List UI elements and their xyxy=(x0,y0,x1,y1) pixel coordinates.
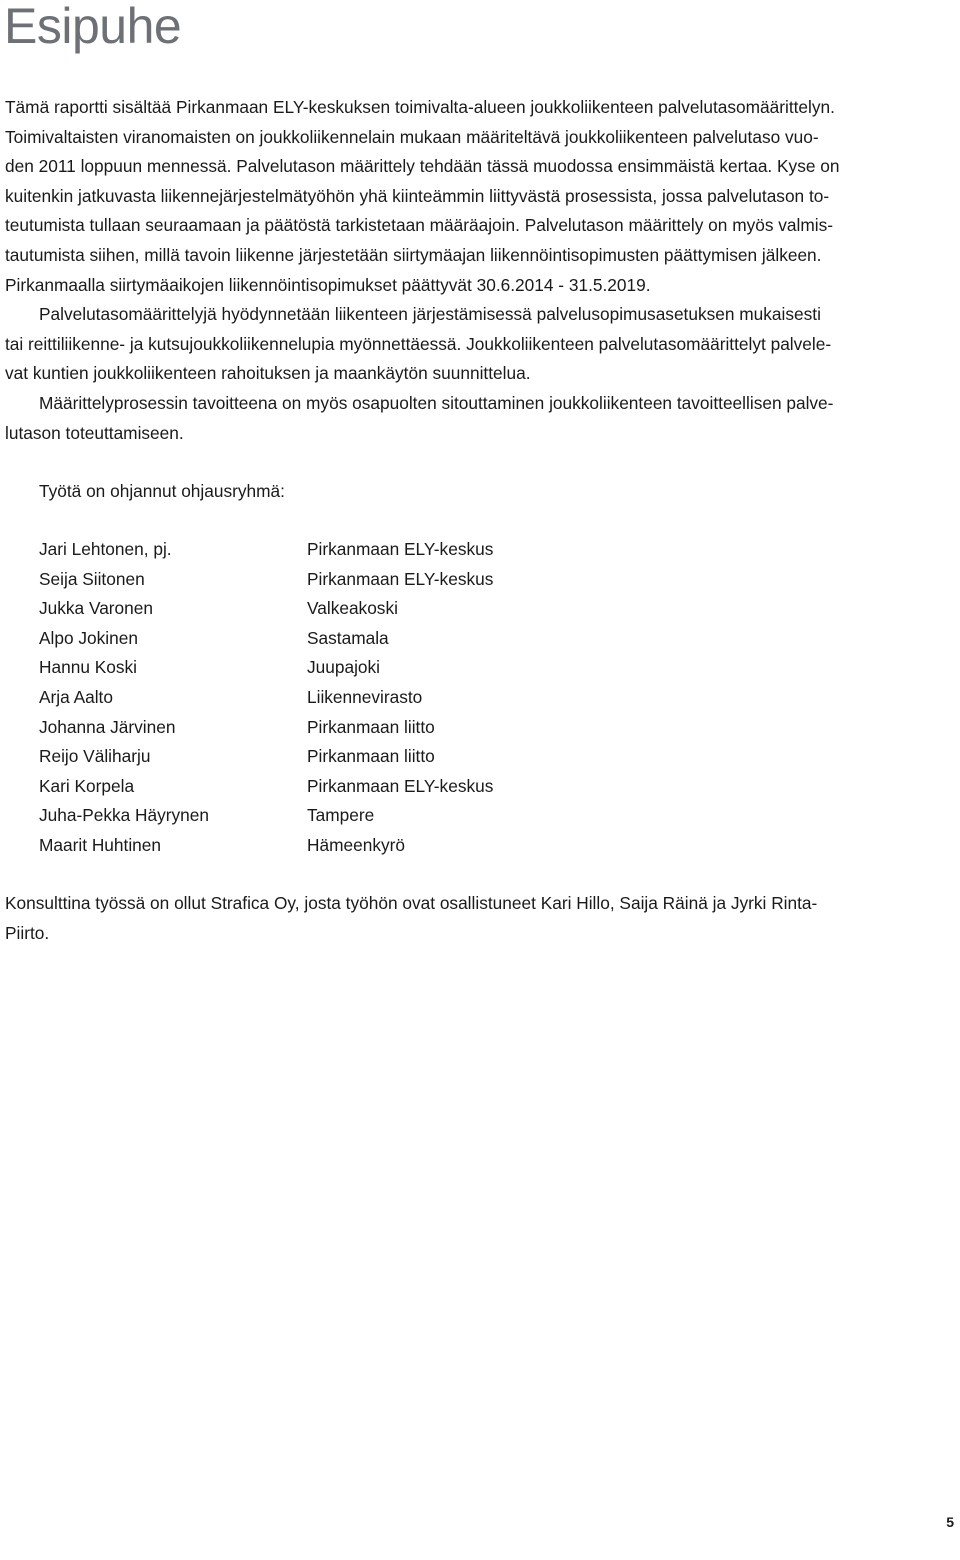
member-row xyxy=(39,594,599,624)
member-organization: Tampere xyxy=(307,805,375,826)
member-name: Hannu Koski xyxy=(39,657,137,678)
member-row xyxy=(39,713,599,743)
member-name: Jukka Varonen xyxy=(39,598,153,619)
body-text xyxy=(5,93,960,448)
paragraph-2 xyxy=(5,300,960,389)
text-line: vat kuntien joukkoliikenteen rahoituksen ja maankäytön suunnittelua. xyxy=(5,363,531,384)
member-row xyxy=(39,624,599,654)
text-line: teutumista tullaan seuraamaan ja päätöstä tarkistetaan määräajoin. Palvelutason määrittely on myös valmis- xyxy=(5,215,833,236)
member-organization: Pirkanmaan liitto xyxy=(307,716,435,737)
member-organization: Sastamala xyxy=(307,627,389,648)
member-name: Maarit Huhtinen xyxy=(39,834,161,855)
consultant-paragraph xyxy=(5,889,960,948)
member-name: Juha-Pekka Häyrynen xyxy=(39,805,210,826)
text-line: Piirto. xyxy=(5,922,50,943)
member-row xyxy=(39,683,599,713)
steering-group-list xyxy=(39,535,599,861)
text-line: Palvelutasomäärittelyjä hyödynnetään liikenteen järjestämisessä palvelusopimusasetuksen mukaisesti xyxy=(39,304,821,325)
member-organization: Hämeenkyrö xyxy=(307,834,405,855)
text-line: tai reittiliikenne- ja kutsujoukkoliikennelupia myönnettäessä. Joukkoliikenteen palvelutasomäärittelyt palvele- xyxy=(5,333,832,354)
text-line: lutason toteuttamiseen. xyxy=(5,422,184,443)
member-row xyxy=(39,535,599,565)
member-name: Alpo Jokinen xyxy=(39,627,138,648)
text-line: Pirkanmaalla siirtymäaikojen liikennöintisopimukset päättyvät 30.6.2014 - 31.5.2019. xyxy=(5,274,651,295)
member-name: Jari Lehtonen, pj. xyxy=(39,539,172,559)
member-name: Arja Aalto xyxy=(39,686,113,707)
text-line: Tämä raportti sisältää Pirkanmaan ELY-keskuksen toimivalta-alueen joukkoliikenteen palvelutasomäärittelyn. xyxy=(5,97,835,117)
member-name: Kari Korpela xyxy=(39,775,135,796)
member-name: Reijo Väliharju xyxy=(39,746,151,767)
member-organization: Pirkanmaan ELY-keskus xyxy=(307,775,494,796)
text-line: tautumista siihen, millä tavoin liikenne järjestetään siirtymäajan liikennöintisopimusten päättymisen jälkeen. xyxy=(5,244,822,265)
member-organization: Juupajoki xyxy=(307,657,381,678)
member-name: Johanna Järvinen xyxy=(39,716,176,737)
page-number: 5 xyxy=(946,1514,954,1530)
text-line: kuitenkin jatkuvasta liikennejärjestelmätyöhön yhä kiinteämmin liittyvästä prosessista, jossa palvelutason to- xyxy=(5,185,830,206)
text-line: Konsulttina työssä on ollut Strafica Oy, josta työhön ovat osallistuneet Kari Hillo, Saija Räinä ja Jyrki Rinta- xyxy=(5,893,818,913)
member-row xyxy=(39,772,599,802)
steering-group-intro: Työtä on ohjannut ohjausryhmä: xyxy=(39,481,285,501)
member-row xyxy=(39,801,599,831)
member-organization: Pirkanmaan liitto xyxy=(307,746,435,767)
text-line: Määrittelyprosessin tavoitteena on myös osapuolten sitouttaminen joukkoliikenteen tavoitteellisen palve- xyxy=(39,392,834,413)
member-organization: Pirkanmaan ELY-keskus xyxy=(307,568,494,589)
text-line: Toimivaltaisten viranomaisten on joukkoliikennelain mukaan määriteltävä joukkoliikenteen palvelutaso vuo- xyxy=(5,126,819,147)
member-organization: Valkeakoski xyxy=(307,598,398,619)
text-line: den 2011 loppuun mennessä. Palvelutason määrittely tehdään tässä muodossa ensimmäistä kertaa. Kyse on xyxy=(5,156,840,177)
member-organization: Liikennevirasto xyxy=(307,686,423,707)
member-row xyxy=(39,653,599,683)
member-row xyxy=(39,742,599,772)
member-row xyxy=(39,831,599,861)
member-organization: Pirkanmaan ELY-keskus xyxy=(307,539,494,559)
paragraph-1 xyxy=(5,93,960,300)
paragraph-3 xyxy=(5,389,960,448)
member-name: Seija Siitonen xyxy=(39,568,145,589)
page-heading: Esipuhe xyxy=(4,0,182,54)
member-row xyxy=(39,565,599,595)
